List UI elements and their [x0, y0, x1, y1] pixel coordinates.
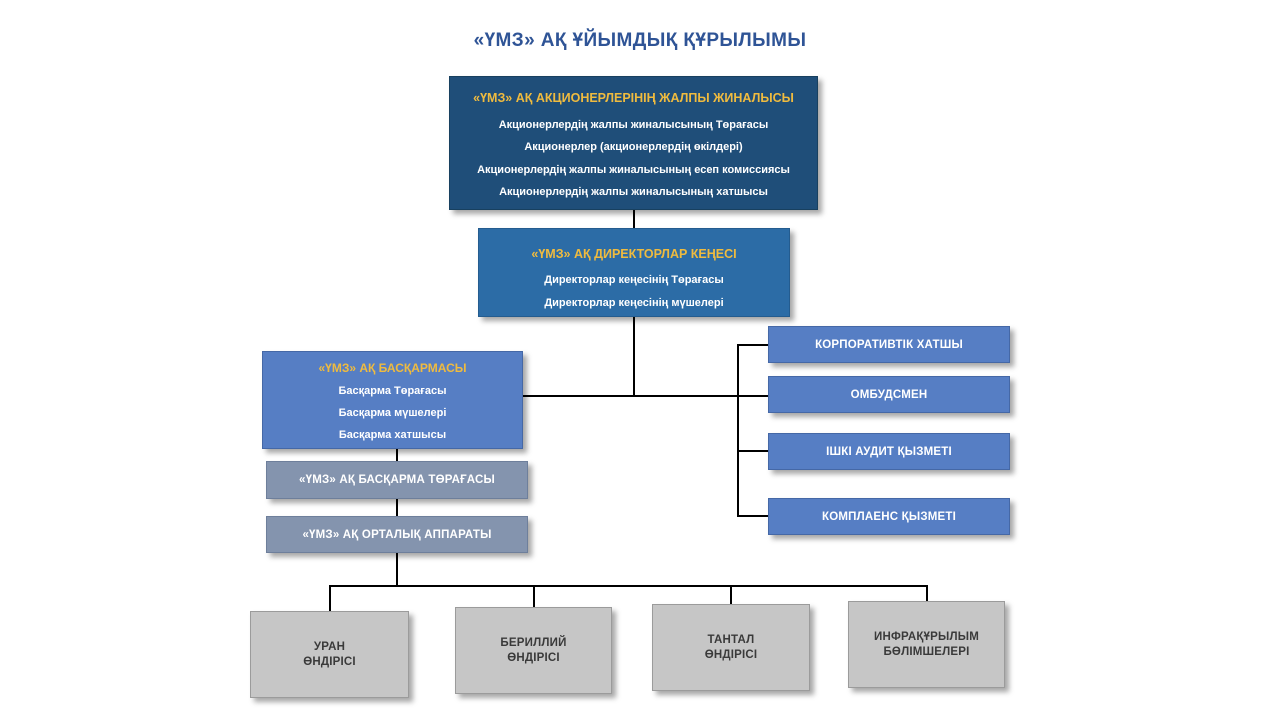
connector-bottom-horizontal — [329, 585, 928, 587]
central-apparatus-label: «ҮМЗ» АҚ ОРТАЛЫҚ АППАРАТЫ — [302, 528, 492, 541]
page-title: «ҮМЗ» АҚ ҰЙЫМДЫҚ ҚҰРЫЛЫМЫ — [473, 30, 807, 51]
beryllium-production-line1: БЕРИЛЛИЙ — [500, 636, 567, 649]
internal-audit-label: ІШКІ АУДИТ ҚЫЗМЕТІ — [826, 445, 952, 458]
org-box-beryllium-production — [455, 607, 612, 694]
connector-board-to-chairman — [396, 449, 398, 461]
connector-main-horizontal — [523, 395, 768, 397]
org-box-board-chairman — [266, 461, 528, 499]
general-meeting-item: Акционерлер (акционерлердің өкілдері) — [524, 141, 743, 154]
connector-stub-internal-audit — [737, 450, 768, 452]
corporate-secretary-label: КОРПОРАТИВТІК ХАТШЫ — [815, 338, 963, 351]
board-of-directors-item: Директорлар кеңесінің Төрағасы — [544, 273, 724, 286]
connector-drop-uranium — [329, 585, 331, 611]
connector-drop-tantalum — [730, 585, 732, 604]
org-box-tantalum-production — [652, 604, 810, 691]
board-of-directors-title: «ҮМЗ» АҚ ДИРЕКТОРЛАР КЕҢЕСІ — [531, 247, 737, 261]
tantalum-production-line1: ТАНТАЛ — [707, 633, 755, 646]
board-of-directors-item: Директорлар кеңесінің мүшелері — [544, 296, 724, 309]
uranium-production-line1: УРАН — [313, 640, 346, 653]
org-box-corporate-secretary — [768, 326, 1010, 363]
infrastructure-units-line2: БӨЛІМШЕЛЕРІ — [883, 645, 970, 658]
connector-apparatus-down — [396, 553, 398, 586]
general-meeting-title: «ҮМЗ» АҚ АКЦИОНЕРЛЕРІНІҢ ЖАЛПЫ ЖИНАЛЫСЫ — [473, 91, 794, 105]
management-board-title: «ҮМЗ» АҚ БАСҚАРМАСЫ — [318, 361, 467, 375]
connector-right-spine — [737, 344, 739, 517]
connector-stub-corporate-secretary — [737, 344, 768, 346]
org-box-infrastructure-units — [848, 601, 1005, 688]
org-box-uranium-production — [250, 611, 409, 698]
org-box-ombudsman — [768, 376, 1010, 413]
org-box-internal-audit — [768, 433, 1010, 470]
connector-stub-compliance — [737, 515, 768, 517]
compliance-label: КОМПЛАЕНС ҚЫЗМЕТІ — [821, 510, 956, 523]
tantalum-production-line2: ӨНДІРІСІ — [704, 648, 758, 661]
connector-meeting-to-directors — [633, 210, 635, 228]
board-chairman-label: «ҮМЗ» АҚ БАСҚАРМА ТӨРАҒАСЫ — [299, 474, 495, 486]
connector-chairman-to-apparatus — [396, 499, 398, 516]
general-meeting-item: Акционерлердің жалпы жиналысының Төрағасы — [498, 118, 769, 131]
general-meeting-item: Акционерлердің жалпы жиналысының хатшысы — [499, 186, 768, 199]
infrastructure-units-line1: ИНФРАҚҰРЫЛЫМ — [873, 630, 979, 643]
beryllium-production-line2: ӨНДІРІСІ — [507, 651, 560, 664]
ombudsman-label: ОМБУДСМЕН — [850, 388, 928, 401]
org-box-compliance — [768, 498, 1010, 535]
management-board-item: Басқарма мүшелері — [338, 407, 447, 419]
org-box-board-of-directors — [478, 228, 790, 317]
management-board-item: Басқарма Төрағасы — [338, 385, 447, 397]
org-box-general-meeting — [449, 76, 818, 210]
connector-drop-infrastructure — [926, 585, 928, 601]
org-box-management-board — [262, 351, 523, 449]
uranium-production-line2: ӨНДІРІСІ — [303, 655, 356, 668]
general-meeting-item: Акционерлердің жалпы жиналысының есеп комиссиясы — [477, 163, 790, 176]
management-board-item: Басқарма хатшысы — [338, 429, 447, 441]
org-box-central-apparatus — [266, 516, 528, 553]
connector-directors-down — [633, 317, 635, 397]
connector-drop-beryllium — [533, 585, 535, 607]
